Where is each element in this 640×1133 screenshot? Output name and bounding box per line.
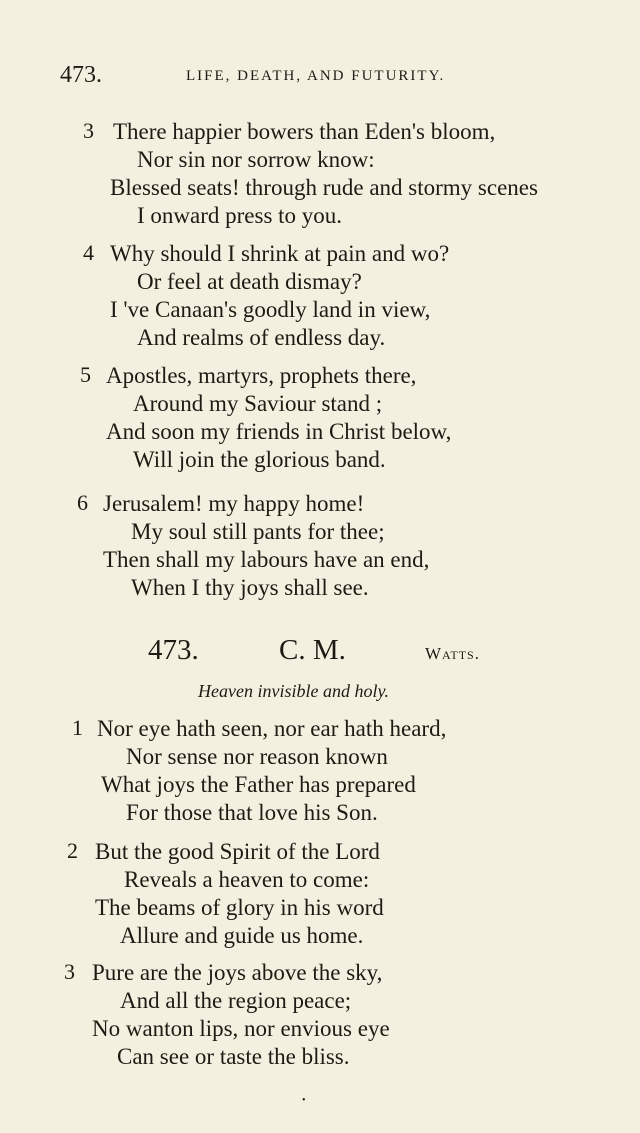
verse-line: But the good Spirit of the Lord: [95, 839, 380, 864]
verse-line: Apostles, martyrs, prophets there,: [106, 363, 417, 388]
running-head: LIFE, DEATH, AND FUTURITY.: [186, 68, 446, 84]
verse-line: Reveals a heaven to come:: [124, 867, 370, 892]
verse-line: Nor sense nor reason known: [126, 744, 388, 769]
verse-number: 1: [72, 715, 83, 740]
verse-number: 6: [77, 490, 88, 515]
verse-line: Pure are the joys above the sky,: [92, 960, 383, 985]
verse-line: When I thy joys shall see.: [131, 575, 369, 600]
page-header: [60, 62, 510, 92]
verse-line: Or feel at death dismay?: [137, 269, 362, 294]
verse-line: And all the region peace;: [120, 988, 352, 1013]
verse-line: Around my Saviour stand ;: [133, 391, 383, 416]
verse-number: 5: [80, 362, 91, 387]
verse-line: The beams of glory in his word: [95, 895, 384, 920]
verse-line: I 've Canaan's goodly land in view,: [110, 297, 431, 322]
verse-line: Allure and guide us home.: [120, 923, 364, 948]
verse-number: 2: [67, 838, 78, 863]
footer-mark: •: [302, 1095, 306, 1106]
verse-line: Jerusalem! my happy home!: [103, 491, 365, 516]
verse-line: Why should I shrink at pain and wo?: [110, 241, 450, 266]
hymn-number: 473.: [148, 634, 199, 666]
verse-line: What joys the Father has prepared: [101, 772, 416, 797]
verse-line: There happier bowers than Eden's bloom,: [113, 119, 496, 144]
page-number: 473.: [60, 62, 102, 88]
verse-line: No wanton lips, nor envious eye: [92, 1016, 390, 1041]
verse-line: Then shall my labours have an end,: [103, 547, 430, 572]
verse-line: My soul still pants for thee;: [131, 519, 385, 544]
verse-line: For those that love his Son.: [126, 800, 378, 825]
hymn-author: Watts.: [425, 644, 480, 663]
verse-line: Will join the glorious band.: [133, 447, 386, 472]
verse-line: Nor eye hath seen, nor ear hath heard,: [97, 716, 447, 741]
hymn-meter: C. M.: [279, 634, 346, 666]
verse-line: Blessed seats! through rude and stormy scenes: [110, 175, 538, 200]
verse-number: 3: [64, 959, 75, 984]
verse-line: Can see or taste the bliss.: [117, 1044, 350, 1069]
verse-line: I onward press to you.: [137, 203, 343, 228]
verse-line: And soon my friends in Christ below,: [106, 419, 452, 444]
hymn-title: Heaven invisible and holy.: [198, 681, 389, 701]
verse-line: And realms of endless day.: [137, 325, 386, 350]
verse-line: Nor sin nor sorrow know:: [137, 147, 375, 172]
verse-number: 3: [83, 118, 94, 143]
hymn-heading: [0, 634, 640, 674]
verse-number: 4: [83, 240, 94, 265]
